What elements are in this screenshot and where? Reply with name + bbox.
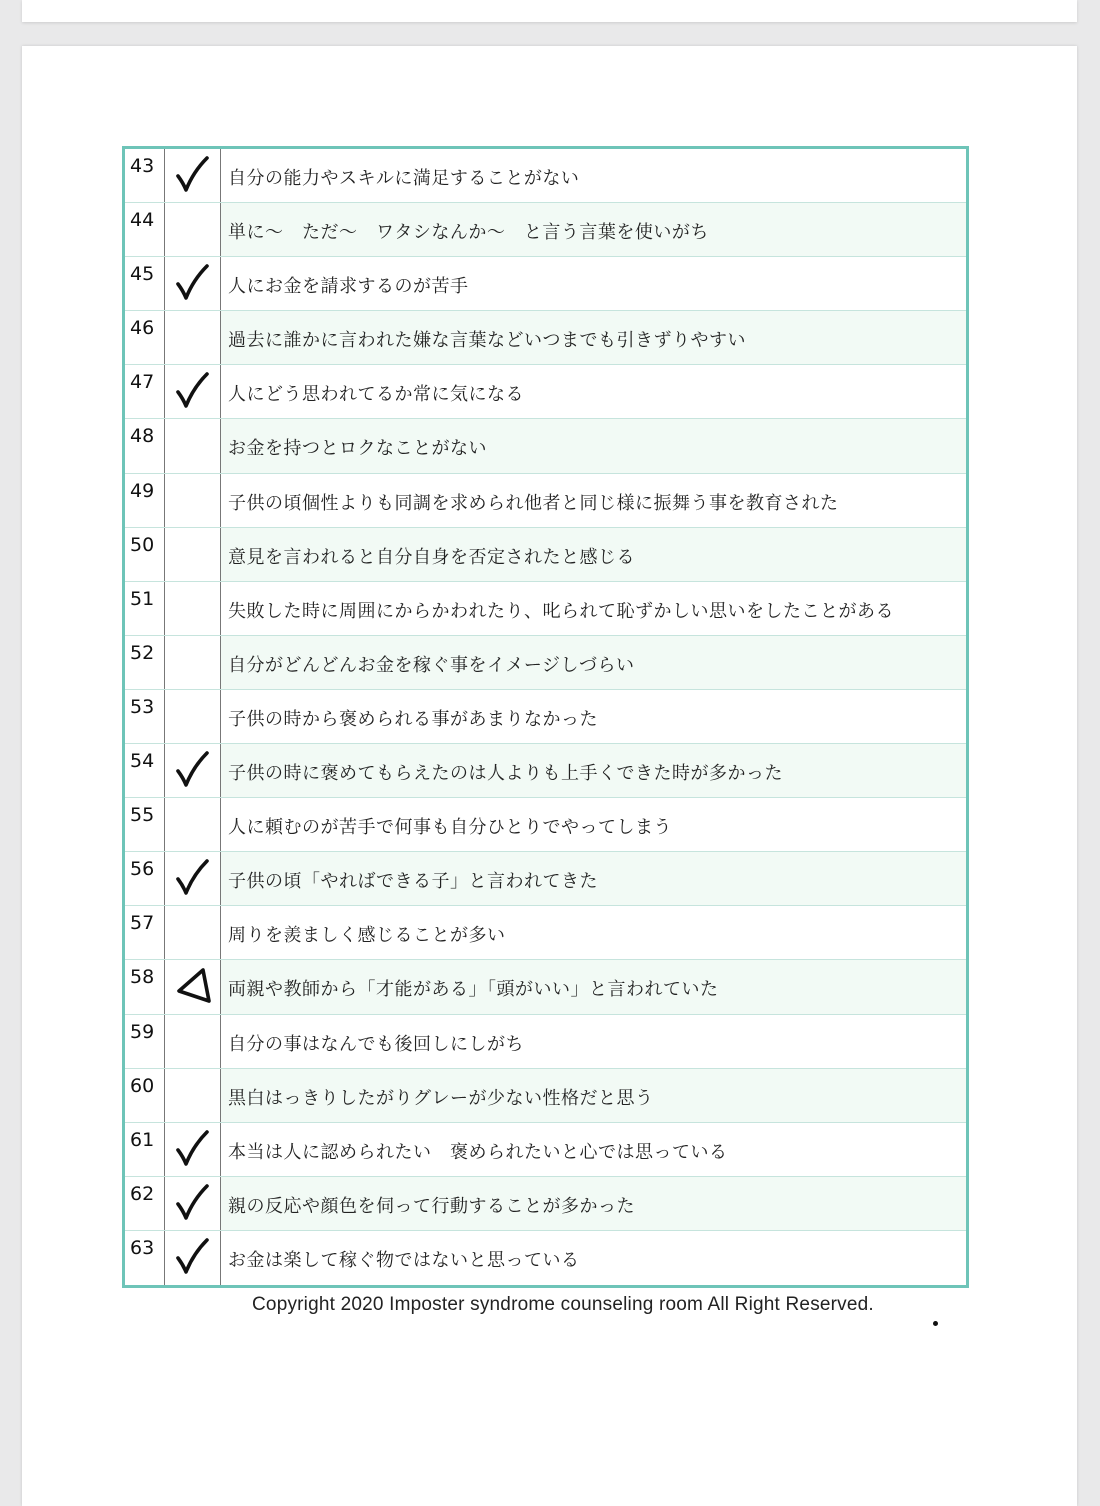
statement-text: お金は楽して稼ぐ物ではないと思っている [221, 1231, 966, 1285]
table-row [125, 257, 966, 311]
mark-cell [165, 744, 221, 797]
mark-cell [165, 636, 221, 689]
row-number: 44 [125, 203, 165, 256]
statement-text: 自分の事はなんでも後回しにしがち [221, 1015, 966, 1068]
row-number: 56 [125, 852, 165, 905]
row-number: 55 [125, 798, 165, 851]
mark-cell [165, 690, 221, 743]
row-number: 45 [125, 257, 165, 310]
row-number: 60 [125, 1069, 165, 1122]
row-number: 62 [125, 1177, 165, 1230]
statement-text: 意見を言われると自分自身を否定されたと感じる [221, 528, 966, 581]
table-row [125, 1231, 966, 1285]
row-number: 59 [125, 1015, 165, 1068]
statement-text: 親の反応や顔色を伺って行動することが多かった [221, 1177, 966, 1230]
table-row [125, 582, 966, 636]
mark-cell [165, 528, 221, 581]
mark-cell [165, 365, 221, 418]
statement-text: 子供の頃個性よりも同調を求められ他者と同じ様に振舞う事を教育された [221, 474, 966, 527]
row-number: 48 [125, 419, 165, 472]
row-number: 52 [125, 636, 165, 689]
mark-cell [165, 203, 221, 256]
table-row [125, 690, 966, 744]
row-number: 50 [125, 528, 165, 581]
statement-text: 黒白はっきりしたがりグレーが少ない性格だと思う [221, 1069, 966, 1122]
statement-text: 人に頼むのが苦手で何事も自分ひとりでやってしまう [221, 798, 966, 851]
mark-cell [165, 149, 221, 202]
row-number: 54 [125, 744, 165, 797]
statement-text: 周りを羨ましく感じることが多い [221, 906, 966, 959]
mark-cell [165, 257, 221, 310]
statement-text: 単に〜 ただ〜 ワタシなんか〜 と言う言葉を使いがち [221, 203, 966, 256]
mark-cell [165, 419, 221, 472]
mark-cell [165, 311, 221, 364]
table-row [125, 1015, 966, 1069]
statement-text: 人にお金を請求するのが苦手 [221, 257, 966, 310]
statement-text: 本当は人に認められたい 褒められたいと心では思っている [221, 1123, 966, 1176]
table-row [125, 636, 966, 690]
table-row [125, 311, 966, 365]
statement-text: 人にどう思われてるか常に気になる [221, 365, 966, 418]
document-page [22, 46, 1077, 1506]
statement-text: 自分がどんどんお金を稼ぐ事をイメージしづらい [221, 636, 966, 689]
mark-cell [165, 582, 221, 635]
statement-text: 両親や教師から「才能がある」「頭がいい」と言われていた [221, 960, 966, 1013]
row-number: 61 [125, 1123, 165, 1176]
row-number: 47 [125, 365, 165, 418]
previous-page-edge [22, 0, 1077, 22]
table-row [125, 1069, 966, 1123]
table-row [125, 906, 966, 960]
row-number: 43 [125, 149, 165, 202]
statement-text: 自分の能力やスキルに満足することがない [221, 149, 966, 202]
row-number: 49 [125, 474, 165, 527]
table-row [125, 744, 966, 798]
table-row [125, 798, 966, 852]
mark-cell [165, 1015, 221, 1068]
mark-cell [165, 906, 221, 959]
checklist-table [122, 146, 969, 1288]
mark-cell [165, 1177, 221, 1230]
row-number: 63 [125, 1231, 165, 1285]
table-row [125, 365, 966, 419]
statement-text: 子供の時に褒めてもらえたのは人よりも上手くできた時が多かった [221, 744, 966, 797]
table-row [125, 1123, 966, 1177]
row-number: 58 [125, 960, 165, 1013]
statement-text: 失敗した時に周囲にからかわれたり、叱られて恥ずかしい思いをしたことがある [221, 582, 966, 635]
table-row [125, 474, 966, 528]
mark-cell [165, 474, 221, 527]
row-number: 57 [125, 906, 165, 959]
table-row [125, 960, 966, 1014]
table-row [125, 149, 966, 203]
statement-text: 過去に誰かに言われた嫌な言葉などいつまでも引きずりやすい [221, 311, 966, 364]
mark-cell [165, 852, 221, 905]
row-number: 46 [125, 311, 165, 364]
row-number: 53 [125, 690, 165, 743]
mark-cell [165, 1069, 221, 1122]
table-row [125, 852, 966, 906]
table-row [125, 419, 966, 473]
table-row [125, 1177, 966, 1231]
stray-dot [933, 1321, 938, 1326]
table-row [125, 203, 966, 257]
mark-cell [165, 798, 221, 851]
mark-cell [165, 1231, 221, 1285]
statement-text: 子供の頃「やればできる子」と言われてきた [221, 852, 966, 905]
mark-cell [165, 1123, 221, 1176]
row-number: 51 [125, 582, 165, 635]
statement-text: お金を持つとロクなことがない [221, 419, 966, 472]
mark-cell [165, 960, 221, 1013]
statement-text: 子供の時から褒められる事があまりなかった [221, 690, 966, 743]
copyright-text: Copyright 2020 Imposter syndrome counseling room All Right Reserved. [252, 1294, 874, 1315]
table-row [125, 528, 966, 582]
